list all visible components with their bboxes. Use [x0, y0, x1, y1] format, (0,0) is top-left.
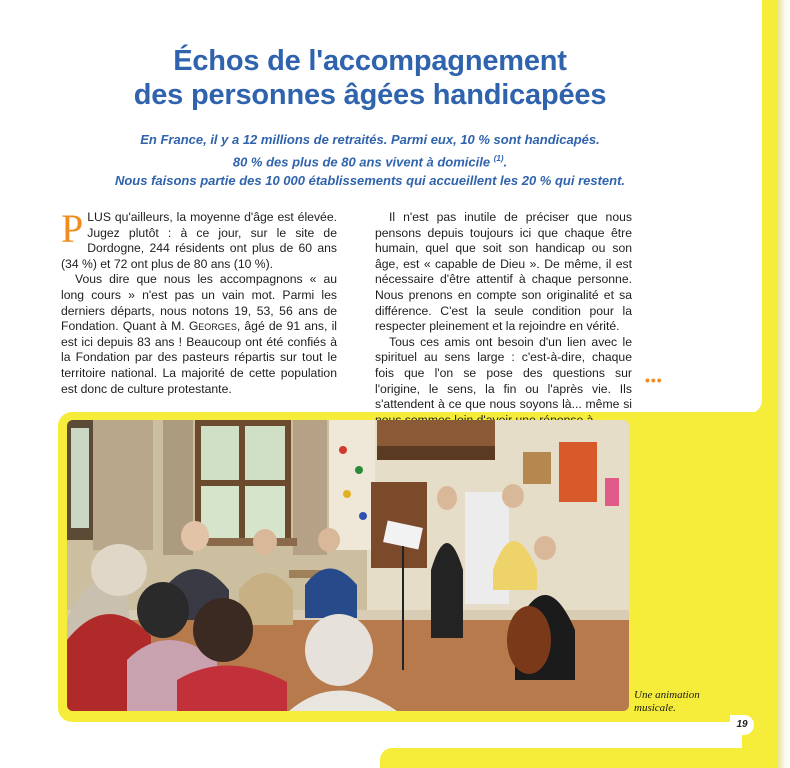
footnote-marker: (1) — [493, 154, 504, 163]
intro-line-1: En France, il y a 12 millions de retraités. Parmi eux, 10 % sont handicapés. — [140, 132, 600, 147]
title-line-2: des personnes âgées handicapées — [133, 79, 607, 111]
paragraph-2 — [61, 272, 337, 397]
bottom-yellow-band — [380, 748, 778, 768]
page-edge — [778, 0, 790, 768]
intro-line-2 — [50, 149, 690, 171]
text-column-right — [375, 210, 632, 428]
paragraph-4: Tous ces amis ont besoin d'un lien avec le spirituel au sens large : c'est-à-dire, chaque fois que l'on se pose des questions sur l'origine, le sens, la fin ou l'après vie. Ils s'attendent à ce que nous soyons là... même si — [375, 334, 632, 412]
paragraph-1-text: qu'ailleurs, la moyenne d'âge est élevée. Jugez plutôt : à ce jour, sur le site de Dordogne, 244 résidents ont plus de 60 ans (34 %) et 72 ont plus de 80 ans (10 %). — [61, 210, 337, 271]
text-column-left — [61, 206, 338, 397]
paragraph-1 — [61, 206, 337, 272]
photo-illustration — [67, 420, 629, 711]
intro-line-2-text: 80 % des plus de 80 ans vivent à domicile — [232, 154, 491, 170]
music-session-photo — [67, 420, 629, 711]
page-corner — [742, 0, 762, 414]
article-intro — [50, 130, 690, 190]
title-line-1: Échos de l'accompagnement — [173, 45, 567, 77]
paragraph-2-end: , âgé de 91 ans, il est ici depuis 83 ans ! Beaucoup ont été confiés à la Fondation par des pasteurs répartis sur tout le territoire national. La majorité de cette population est donc de culture protestante. — [61, 319, 338, 396]
drop-cap: P — [61, 206, 84, 251]
paragraph-3: Il n'est pas inutile de préciser que nous pensons depuis toujours ici que chaque être humain, quel que soit son handicap ou son âge, est « capable de Dieu ». De même, il est nécessaire d'être attentif à chaque personne. Nous prenons en compte son originalité et sa différence. C'est la seule condition pour la respecter pleinement et la rejoindre en vérité. — [375, 210, 632, 334]
paragraph-2-start: Vous dire que nous les accompagnons « au long cours » n'est pas un vain mot. Parmi les derniers départs, nous notons 19, 53, 56 ans de Fondation. Quant à M. — [61, 272, 337, 334]
intro-line-2-end: . — [503, 154, 508, 170]
article-title — [70, 44, 670, 112]
page-number: 19 — [730, 715, 754, 735]
intro-line-3: Nous faisons partie des 10 000 établissements qui accueillent les 20 % qui restent. — [114, 173, 626, 189]
caption-line-2: musicale. — [634, 702, 676, 714]
continuation-marker: ••• — [645, 372, 663, 388]
paragraph-1-lead: LUS — [87, 210, 111, 224]
photo-caption — [634, 689, 744, 715]
caption-line-1: Une animation — [634, 689, 700, 701]
person-name: Georges — [188, 319, 237, 334]
